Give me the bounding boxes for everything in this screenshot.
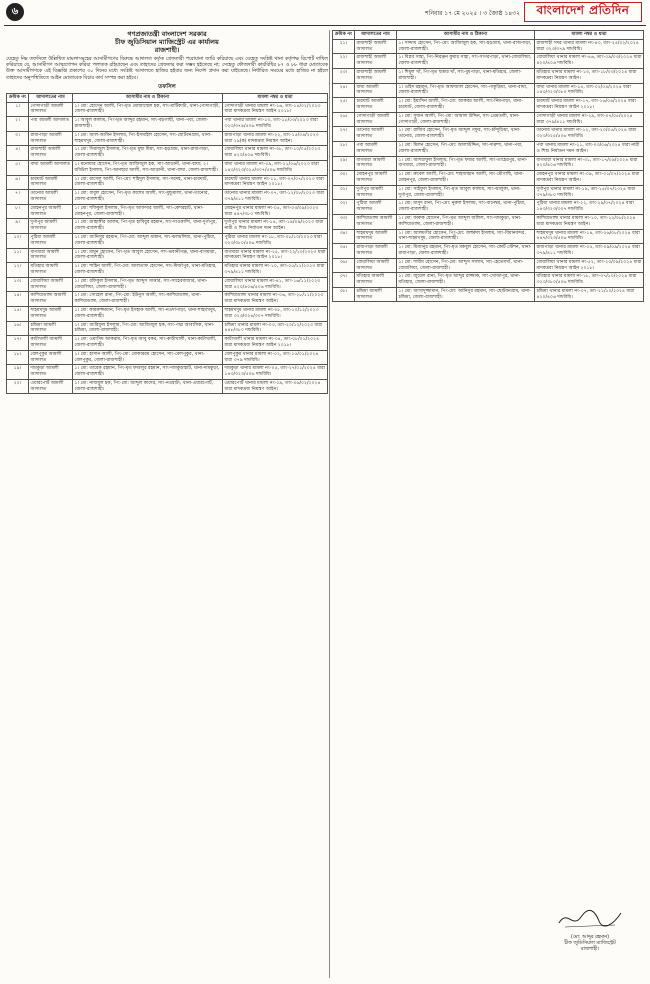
accused-cell: ১। মো: শাহিন আলী, পিং-মো: আলতাফ হোসেন, সাং-মির্জাপুর, থানা-মতিহার, জেলা-রাজশাহী। bbox=[73, 263, 223, 278]
serial-cell: ২৯। bbox=[333, 156, 355, 171]
serial-cell: ৩৩। bbox=[333, 214, 355, 229]
notice-line-3: রাজশাহী। bbox=[154, 46, 180, 54]
table-row bbox=[333, 156, 644, 171]
court-cell: পবা আমলী আদালত bbox=[355, 141, 397, 156]
case-cell: দামকুড়া থানার মামলা নং-০৫, তাং-২৭/০১/২০২৪ ধারা ১৪৩/৩২৩/৫০৬ দন্ডবিধি। bbox=[223, 365, 328, 380]
case-cell: দুর্গাপুর থানার মামলা নং-১৯, তাং-১৫/০৭/২০২৪ ধারা ৩৭৯/৩৮০ দন্ডবিধি। bbox=[535, 185, 644, 200]
accused-cell: ১। মো: রাজিব হোসেন, পিং-মৃত আব্দুল গফুর, সাং-চাঁন্দুড়িয়া, থানা-তানোর, জেলা-রাজশাহী। bbox=[397, 127, 535, 142]
signature-name: (মো: আব্দুর রহমান) bbox=[570, 935, 610, 940]
signature-title: চীফ জুডিসিয়াল ম্যাজিস্ট্রেট bbox=[564, 941, 616, 946]
case-cell: পুঠিয়া থানার মামলা নং-২২, তাং-২৯/০৭/২০২৪ ধারা ১৪৩/৩২৩/৩০৭ দন্ডবিধি। bbox=[535, 200, 644, 215]
table-row bbox=[333, 273, 644, 288]
column-header: আদালতের নাম bbox=[29, 93, 73, 102]
serial-cell: ১৫। bbox=[7, 306, 29, 321]
court-cell: শাহমখদুম আমলী আদালত bbox=[29, 306, 73, 321]
case-cell: কাশিয়াডাঙ্গা থানার মামলা নং-০৬, তাং-২৮/১১/২০২৩ ধারা মাদকদ্রব্য নিয়ন্ত্রণ আইন। bbox=[223, 292, 328, 307]
table-row bbox=[333, 127, 644, 142]
serial-cell: ২১। bbox=[333, 39, 355, 54]
case-cell: কাটাখালী থানার মামলা নং-০৪, তাং-০৮/০১/২০২৪ ধারা মাদকদ্রব্য নিয়ন্ত্রণ আইন ২০১৮। bbox=[223, 336, 328, 351]
court-cell: মতিহার আমলী আদালত bbox=[29, 263, 73, 278]
court-cell: পুঠিয়া আমলী আদালত bbox=[29, 233, 73, 248]
case-cell: চন্দ্রিমা থানার মামলা নং-০৩, তাং-২০/১২/২০২৩ ধারা ৪৪৮/৩৮০ দন্ডবিধি। bbox=[223, 321, 328, 336]
accused-cell: ১। আবুল কালাম, পিং-মৃত আব্দুর রহমান, সাং-বড়গাছী, থানা-পবা, জেলা-রাজশাহী। bbox=[73, 117, 223, 132]
table-row bbox=[7, 219, 328, 234]
serial-cell: ৩৪। bbox=[333, 229, 355, 244]
table-row bbox=[7, 117, 328, 132]
accused-cell: ১। মো: মিজানুর রহমান, পিং-মৃত মকবুল হোসেন, সাং-কোর্ট স্টেশন, থানা-রাজপাড়া, জেলা-রাজশাহী। bbox=[397, 244, 535, 259]
column-header: আদালতের নাম bbox=[355, 31, 397, 40]
accused-cell: ১। মো: শামীম হোসেন, পিং-মো: আব্দুস সালাম, সাং-হেতেমখাঁ, থানা-বোয়ালিয়া, জেলা-রাজশাহী। bbox=[397, 258, 535, 273]
table-row bbox=[7, 160, 328, 175]
case-cell: চারঘাট থানার মামলা নং-১৭, তাং-১৬/০৪/২০২৪ ধারা মাদকদ্রব্য নিয়ন্ত্রণ আইন ২০১৮। bbox=[535, 98, 644, 113]
accused-cell: ১। মো: আরিফুল ইসলাম, পিং-মো: আজিজুল হক, সাং-পদ্মা আবাসিক, থানা-চন্দ্রিমা, জেলা-রাজশাহী। bbox=[73, 321, 223, 336]
serial-cell: ৩০। bbox=[333, 171, 355, 186]
case-cell: শাহমখদুম থানার মামলা নং-০৮, তাং-১০/১২/২০২৩ ধারা ৩২৩/৩২৪/৩০৭ দন্ডবিধি। bbox=[223, 306, 328, 321]
serial-cell: ৩৫। bbox=[333, 244, 355, 259]
table-row bbox=[7, 277, 328, 292]
serial-cell: ৩। bbox=[7, 131, 29, 146]
accused-cell: ১। ওহিদ রহমান, পিং-মৃত আফজাল হোসেন, সাং-পাকুড়িয়া, থানা-বাঘা, জেলা-রাজশাহী। bbox=[397, 83, 535, 98]
notice-line-2: চীফ জুডিসিয়াল ম্যাজিস্ট্রেট এর কার্যালয় bbox=[115, 38, 219, 46]
case-cell: রাজশাহী সদর থানার মামলা নং-৪৩, তাং-২৫/০২/২০২৪ ধারা ৩২৩/৩৭৯ দন্ডবিধি। bbox=[535, 39, 644, 54]
court-cell: বাগমারা আমলী আদালত bbox=[355, 156, 397, 171]
column-divider bbox=[329, 30, 330, 978]
column-header: আসামীর নাম ও ঠিকানা bbox=[73, 93, 223, 102]
case-cell: মতিহার থানার মামলা নং-১০, তাং-০৫/১১/২০২৩ ধারা ৩৭৯/৪১১ দন্ডবিধি। bbox=[223, 263, 328, 278]
court-cell: বোয়ালিয়া আমলী আদালত bbox=[355, 258, 397, 273]
table-row bbox=[7, 336, 328, 351]
case-cell: মতিহার থানার মামলা নং-১৮, তাং-০৭/১০/২০২৪ ধারা ৩২৩/৩৮০/৫০৬ দন্ডবিধি। bbox=[535, 273, 644, 288]
accused-cell: ১। মো: আল-আমিন ইসলাম, পিং-ইসমাইল হোসেন, সাং-ছোটবনগ্রাম, থানা-শাহমখদুম, জেলা-রাজশাহী। bbox=[73, 131, 223, 146]
accused-cell: ১। সাদ্দাম হোসেন, পিং-মো: আজিজুল হক, সাং-হড়গ্রাম, থানা-রাজপাড়া, জেলা-রাজশাহী। bbox=[397, 39, 535, 54]
table-row bbox=[7, 379, 328, 394]
table-row bbox=[7, 175, 328, 190]
court-cell: পবা আমলী আদালত bbox=[29, 117, 73, 132]
table-row bbox=[7, 146, 328, 161]
table-row bbox=[7, 365, 328, 380]
court-cell: মোহনপুর আমলী আদালত bbox=[355, 171, 397, 186]
accused-cell: ১। মো: জাহাঙ্গীর আলম, পিং-মৃত হাবিবুর রহমান, সাং-দাওকান্দি, থানা-দুর্গাপুর, জেলা-রাজশাহী। bbox=[73, 219, 223, 234]
accused-cell: ১। মো: নাজমুল হক, পিং-মো: আব্দুল কাদের, সাং-নওহাটা, থানা-এয়ারপোর্ট, জেলা-রাজশাহী। bbox=[73, 379, 223, 394]
case-cell: বাঘা থানার মামলা নং-০৯, তাং-২১/০৬/২০২৩ ধারা ১৪৩/৩২৩/৩২৫/৩০৭/৫০৬ দন্ডবিধি। bbox=[223, 160, 328, 175]
court-cell: পুঠিয়া আমলী আদালত bbox=[355, 200, 397, 215]
serial-cell: ৮। bbox=[7, 204, 29, 219]
court-cell: এয়ারপোর্ট আমলী আদালত bbox=[29, 379, 73, 394]
case-cell: মতিহার থানার মামলা নং-১৩, তাং-১৮/০৩/২০২৪ ধারা মাদকদ্রব্য নিয়ন্ত্রণ আইন। bbox=[535, 68, 644, 83]
table-row bbox=[333, 244, 644, 259]
serial-cell: ১২। bbox=[7, 263, 29, 278]
column-header: মামলা নম্বর ও ধারা bbox=[535, 31, 644, 40]
court-cell: রাজপাড়া আমলী আদালত bbox=[355, 244, 397, 259]
case-cell: রাজপাড়া থানার মামলা নং-৩৫, তাং-০৯/০৯/২০২৪ ধারা ৩৭৯/৪১১ দন্ডবিধি। bbox=[535, 244, 644, 259]
accused-cell: ১। মো: ইয়াসিন আলী, পিং-মো: আকবর আলী, সাং-নিমপাড়া, থানা-চারঘাট, জেলা-রাজশাহী। bbox=[397, 98, 535, 113]
case-cell: দুর্গাপুর থানার মামলা নং-১৪, তাং-১৯/০৯/২০২৩ ধারা নারী ও শিশু নির্যাতন দমন আইন। bbox=[223, 219, 328, 234]
table-row bbox=[333, 258, 644, 273]
table-row bbox=[7, 190, 328, 205]
case-cell: গোদাগাড়ী থানার মামলা নং-২৯, তাং-০৭/০৫/২০২৪ ধারা ৩৭৯/৪১১ দন্ডবিধি। bbox=[535, 112, 644, 127]
case-cell: এয়ারপোর্ট থানার মামলা নং-০৯, তাং-০৬/০২/২০২৪ ধারা মাদকদ্রব্য নিয়ন্ত্রণ আইন। bbox=[223, 379, 328, 394]
case-cell: মোহনপুর থানার মামলা নং-০৫, তাং-০৩/০৯/২০২৩ ধারা ৪৪৭/৩৮০ দন্ডবিধি। bbox=[223, 204, 328, 219]
accused-cell: ১। মো: সুজন আলী, পিং-মো: জামাল উদ্দিন, সাং-প্রেমতলী, থানা-গোদাগাড়ী, জেলা-রাজশাহী। bbox=[397, 112, 535, 127]
case-cell: রাজপাড়া থানার মামলা নং-২২, তাং-১৫/০৪/২০২৩ ধারা ১৯(ক) মাদকদ্রব্য নিয়ন্ত্রণ আইন। bbox=[223, 131, 328, 146]
accused-cell: ১। মো: ওয়াসিম আকরাম, পিং-মৃত আবু বকর, সাং-কাটাখালী, থানা-কাটাখালী, জেলা-রাজশাহী। bbox=[73, 336, 223, 351]
serial-cell: ১৯। bbox=[7, 365, 29, 380]
serial-cell: ২৪। bbox=[333, 83, 355, 98]
accused-cell: ১। মো: আনিসুর রহমান, পিং-মো: আব্দুল মান্নান, সাং-ঝলমলিয়া, থানা-পুঠিয়া, জেলা-রাজশাহী। bbox=[73, 233, 223, 248]
serial-cell: ১৪। bbox=[7, 292, 29, 307]
left-column bbox=[6, 30, 328, 978]
table-row bbox=[333, 54, 644, 69]
court-cell: দুর্গাপুর আমলী আদালত bbox=[355, 185, 397, 200]
court-cell: শাহমখদুম আমলী আদালত bbox=[355, 229, 397, 244]
case-cell: বোয়ালিয়া থানার মামলা নং-৪৬, তাং-০৯/০৩/২০২৪ ধারা ৪২০/৪০৬ দন্ডবিধি। bbox=[535, 54, 644, 69]
serial-cell: ২৮। bbox=[333, 141, 355, 156]
case-cell: কাশিয়াডাঙ্গা থানার মামলা নং-১০, তাং-১২/০৮/২০২৪ ধারা মাদকদ্রব্য নিয়ন্ত্রণ আইন। bbox=[535, 214, 644, 229]
serial-cell: ৩৭। bbox=[333, 273, 355, 288]
page-header bbox=[0, 0, 650, 26]
serial-cell: ১৮। bbox=[7, 350, 29, 365]
serial-cell: ১১। bbox=[7, 248, 29, 263]
court-cell: রাজশাহী আমলী আদালত bbox=[355, 54, 397, 69]
court-cell: বোয়ালিয়া আমলী আদালত bbox=[29, 277, 73, 292]
serial-cell: ২। bbox=[7, 117, 29, 132]
accused-cell: ১। মো: তারেক রহমান, পিং-মৃত ফজলুর রহমান, সাং-দামকুড়াহাট, থানা-দামকুড়া, জেলা-রাজশাহী। bbox=[73, 365, 223, 380]
case-cell: মোহনপুর থানার মামলা নং-০৯, তাং-০১/০৭/২০২৪ ধারা মাদকদ্রব্য নিয়ন্ত্রণ আইন। bbox=[535, 171, 644, 186]
newspaper-masthead: বাংলাদেশ প্রতিদিন bbox=[524, 2, 642, 22]
notice-heading bbox=[6, 30, 328, 54]
court-cell: চারঘাট আমলী আদালত bbox=[29, 175, 73, 190]
case-cell: পুঠিয়া থানার মামলা নং-১৮, তাং-০৮/১০/২০২৩ ধারা ৩২৩/৩৮০/৫০৬ দন্ডবিধি। bbox=[223, 233, 328, 248]
court-cell: বাগমারা আমলী আদালত bbox=[29, 248, 73, 263]
accused-cell: ১। মো: আলমগীর হোসেন, পিং-মো: জহুরুল ইসলাম, সাং-বিমানবন্দর, থানা-শাহমখদুম, জেলা-রাজশাহী। bbox=[397, 229, 535, 244]
table-row bbox=[7, 204, 328, 219]
serial-cell: ১। bbox=[7, 102, 29, 117]
table-row bbox=[7, 321, 328, 336]
serial-cell: ৭। bbox=[7, 190, 29, 205]
court-cell: বেলপুকুর আমলী আদালত bbox=[29, 350, 73, 365]
court-cell: কাটাখালী আমলী আদালত bbox=[29, 336, 73, 351]
table-row bbox=[333, 68, 644, 83]
accused-cell: ১। মো: মিলন হোসেন, পিং-মো: আলাউদ্দিন, সাং-দারুশা, থানা-পবা, জেলা-রাজশাহী। bbox=[397, 141, 535, 156]
accused-cell: ১। মো: কামরুজ্জামান, পিং-মৃত ইসহাক আলী, সাং-নওদাপাড়া, থানা-শাহমখদুম, জেলা-রাজশাহী। bbox=[73, 306, 223, 321]
signature-block bbox=[540, 905, 640, 977]
case-cell: বাগমারা থানার মামলা নং-৩১, তাং-১৭/০৬/২০২৪ ধারা ৪২০/৪০৬ দন্ডবিধি। bbox=[535, 156, 644, 171]
court-cell: চন্দ্রিমা আমলী আদালত bbox=[355, 287, 397, 302]
accused-cell: ১। বিপ্লব সাহা, পিং-নিরঞ্জন কুমার সাহা, সাং-সাগরপাড়া, থানা-বোয়ালিয়া, জেলা-রাজশাহী। bbox=[397, 54, 535, 69]
court-cell: রাজপাড়া আমলী আদালত bbox=[29, 131, 73, 146]
serial-cell: ৬। bbox=[7, 175, 29, 190]
serial-cell: ৩২। bbox=[333, 200, 355, 215]
serial-cell: ১৩। bbox=[7, 277, 29, 292]
right-column bbox=[332, 30, 644, 910]
accused-cell: ১। মো: ফারুক হোসেন, পিং-মৃত আব্দুল জলিল, সাং-দামকুড়া, থানা-কাশিয়াডাঙ্গা, জেলা-রাজশাহী। bbox=[397, 214, 535, 229]
case-cell: বোয়ালিয়া থানার মামলা নং-৫২, তাং-২৩/০৯/২০২৪ ধারা মাদকদ্রব্য নিয়ন্ত্রণ আইন ২০১৮। bbox=[535, 258, 644, 273]
court-cell: গোদাগাড়ী আমলী আদালত bbox=[355, 112, 397, 127]
case-cell: পবা থানার মামলা নং-২১, তাং-০৩/০৬/২০২৪ ধারা নারী ও শিশু নির্যাতন দমন আইন। bbox=[535, 141, 644, 156]
accused-cell: ১। মো: মামুন হোসেন, পিং-মৃত আবুল হোসেন, সাং-ভবানীগঞ্জ, থানা-বাগমারা, জেলা-রাজশাহী। bbox=[73, 248, 223, 263]
table-row bbox=[7, 233, 328, 248]
court-cell: রাজশাহী আমলী আদালত bbox=[355, 39, 397, 54]
serial-cell: ২৬। bbox=[333, 112, 355, 127]
notice-line-1: গণপ্রজাতন্ত্রী বাংলাদেশ সরকার bbox=[127, 30, 207, 38]
case-cell: শাহমখদুম থানার মামলা নং-১৪, তাং-২৬/০৮/২০২৪ ধারা ৪৪৭/৩২৩/৫০৬ দন্ডবিধি। bbox=[535, 229, 644, 244]
accused-cell: ১। শিমুল খাঁ, পিং-মৃত ছত্তার খাঁ, সাং-বুধপাড়া, থানা-মতিহার, জেলা-রাজশাহী। bbox=[397, 68, 535, 83]
serial-cell: ১০। bbox=[7, 233, 29, 248]
column-header: মামলা নম্বর ও ধারা bbox=[223, 93, 328, 102]
table-row bbox=[333, 214, 644, 229]
table-row bbox=[7, 102, 328, 117]
case-cell: পবা থানার মামলা নং-১৩, তাং-১৮/০৩/২০২৩ ধারা ৩২৩/৩৭৯/৫০৬ দন্ডবিধি। bbox=[223, 117, 328, 132]
table-row bbox=[7, 131, 328, 146]
court-cell: রাজশাহী আমলী আদালত bbox=[355, 68, 397, 83]
accused-cell: ১। মো: রাসেল আলী, পিং-মো: শহিদুল ইসলাম, সাং-সরদহ, থানা-চারঘাট, জেলা-রাজশাহী। bbox=[73, 175, 223, 190]
accused-cell: ১। মো: সাইফুল ইসলাম, পিং-মৃত আবুল কালাম, সাং-ঝালুকা, থানা-দুর্গাপুর, জেলা-রাজশাহী। bbox=[397, 185, 535, 200]
serial-cell: ৯। bbox=[7, 219, 29, 234]
serial-cell: ৪। bbox=[7, 146, 29, 161]
court-cell: দামকুড়া আমলী আদালত bbox=[29, 365, 73, 380]
accused-cell: ১। মো: আশরাফুল ইসলাম, পিং-মৃত ফজর আলী, সাং-তাহেরপুর, থানা-বাগমারা, জেলা-রাজশাহী। bbox=[397, 156, 535, 171]
accused-cell: ১। মো: মাসুদ রানা, পিং-মো: নুরুল ইসলাম, সাং-বানেশ্বর, থানা-পুঠিয়া, জেলা-রাজশাহী। bbox=[397, 200, 535, 215]
accused-cell: ১। মো: জুয়েল রানা, পিং-মৃত আব্দুর রাজ্জাক, সাং-খোজাপুর, থানা-মতিহার, জেলা-রাজশাহী। bbox=[397, 273, 535, 288]
table-row bbox=[7, 263, 328, 278]
date-line: শনিবার ১৭ মে ২০২৫ । ৩ জ্যৈষ্ঠ ১৪৩২ bbox=[425, 10, 520, 17]
column-header: ক্রমিক নং bbox=[7, 93, 29, 102]
table-row bbox=[333, 185, 644, 200]
case-cell: চারঘাট থানার মামলা নং-১১, তাং-০৭/০৭/২০২৩ ধারা মাদকদ্রব্য নিয়ন্ত্রণ আইন ২০১৮। bbox=[223, 175, 328, 190]
court-cell: বাঘা আমলী আদালত bbox=[29, 160, 73, 175]
court-cell: রাজশাহী আমলী আদালত bbox=[29, 146, 73, 161]
serial-cell: ৫। bbox=[7, 160, 29, 175]
court-cell: মোহনপুর আমলী আদালত bbox=[29, 204, 73, 219]
table-row bbox=[333, 141, 644, 156]
accused-cell: ১। মো: রফিকুল ইসলাম, পিং-মৃত আব্দুস সাত্তার, সাং-সাহেববাজার, থানা-বোয়ালিয়া, জেলা-রাজশাহী। bbox=[73, 277, 223, 292]
schedule-table-right bbox=[332, 30, 644, 302]
accused-cell: ১। মো: রুবেল আলী, পিং-মো: শাহজাহান আলী, সাং-মৌগাছি, থানা-মোহনপুর, জেলা-রাজশাহী। bbox=[397, 171, 535, 186]
case-cell: বোয়ালিয়া থানার মামলা নং-৩৮, তাং-১০/০৫/২০২৩ ধারা ৪২০/৪০৬ দন্ডবিধি। bbox=[223, 146, 328, 161]
notice-body: যেহেতু নিম্ন তফসিলে উল্লিখিত মামলাসমূহের আসামীগণের বিরুদ্ধে আদালত কর্তৃক গ্রেফতারী পরোয়ানা জারি করিয়াছে এবং যেহেতু সংশ্লিষ্ট থানা কর্তৃপক্ষ রিপোর্ট দাখিল করিয়াছে যে, আসামীগণ আত্মগোপন করিয়া পলাতক রহিয়াছেন এবং তাহাদের গ্রেফতার করা সম্ভব হইতেছে না; সেহেতু ফৌজদারী কার্যবিধির ৮৭ ও ৮৮ ধারা মোতাবেক উক্ত আসামীগণকে এই বিজ্ঞপ্তি প্রকাশের ৩০ দিনের মধ্যে সংশ্লিষ্ট আদালতে হাজির হইবার জন্য নির্দেশ প্রদান করা যাইতেছে। নির্ধারিত সময়ের মধ্যে হাজির না হইলে তাহাদের অনুপস্থিতিতে আইন মোতাবেক বিচার কার্য সম্পন্ন করা হইবে। bbox=[6, 57, 328, 81]
accused-cell: ১। মো: আসাদুজ্জামান, পিং-মো: আনিসুর রহমান, সাং-ছোটবনগ্রাম, থানা-চন্দ্রিমা, জেলা-রাজশাহী। bbox=[397, 287, 535, 302]
court-cell: চন্দ্রিমা আমলী আদালত bbox=[29, 321, 73, 336]
serial-cell: ৩১। bbox=[333, 185, 355, 200]
case-cell: বাগমারা থানার মামলা নং-২৫, তাং-২২/১০/২০২৩ ধারা মাদকদ্রব্য নিয়ন্ত্রণ আইন ২০১৮। bbox=[223, 248, 328, 263]
serial-cell: ২২। bbox=[333, 54, 355, 69]
accused-cell: ১। মো: সিরাজুল ইসলাম, পিং-মৃত মুছা মিয়া, সাং-হড়গ্রাম, থানা-রাজপাড়া, জেলা-রাজশাহী। bbox=[73, 146, 223, 161]
serial-cell: ৩৮। bbox=[333, 287, 355, 302]
header-rule bbox=[4, 25, 646, 26]
serial-cell: ২০। bbox=[7, 379, 29, 394]
serial-cell: ২৫। bbox=[333, 98, 355, 113]
schedule-title: তফসিল bbox=[158, 83, 176, 90]
table-row bbox=[7, 292, 328, 307]
table-row bbox=[333, 83, 644, 98]
accused-cell: ১। মো: হাসান আলী, পিং-মো: মোকাররম হোসেন, সাং-বেলপুকুর, থানা-বেলপুকুর, জেলা-রাজশাহী। bbox=[73, 350, 223, 365]
table-row bbox=[333, 39, 644, 54]
table-row bbox=[333, 287, 644, 302]
court-cell: মতিহার আমলী আদালত bbox=[355, 273, 397, 288]
table-row bbox=[7, 248, 328, 263]
serial-cell: ৩৬। bbox=[333, 258, 355, 273]
table-row bbox=[333, 112, 644, 127]
table-row bbox=[7, 306, 328, 321]
column-header: আসামীর নাম ও ঠিকানা bbox=[397, 31, 535, 40]
case-cell: তানোর থানার মামলা নং-০৭, তাং-১২/০৮/২০২৩ ধারা ৩৭৯/৪১১ দন্ডবিধি। bbox=[223, 190, 328, 205]
case-cell: বেলপুকুর থানার মামলা নং-০২, তাং-১৫/০১/২০২৪ ধারা ৩৭৯ দন্ডবিধি। bbox=[223, 350, 328, 365]
case-cell: বাঘা থানার মামলা নং-১৫, তাং-০২/০৪/২০২৪ ধারা ১৪৩/৩২৩/৩৮০ দন্ডবিধি। bbox=[535, 83, 644, 98]
court-cell: তানোর আমলী আদালত bbox=[29, 190, 73, 205]
accused-cell: ১। মো: সোহেল রানা, পিং-মো: ইউনুস আলী, সাং-কাশিয়াডাঙ্গা, থানা-কাশিয়াডাঙ্গা, জেলা-রাজশাহী। bbox=[73, 292, 223, 307]
court-cell: চারঘাট আমলী আদালত bbox=[355, 98, 397, 113]
accused-cell: ১। মো: হোসেন আলী, পিং-মৃত মোজাম্মেল হক, সাং-মাটিকাটা, থানা-গোদাগাড়ী, জেলা-রাজশাহী। bbox=[73, 102, 223, 117]
accused-cell: ১। মো: বাবুল হোসেন, পিং-মৃত কাশেম আলী, সাং-মুন্ডুমালা, থানা-তানোর, জেলা-রাজশাহী। bbox=[73, 190, 223, 205]
court-cell: তানোর আমলী আদালত bbox=[355, 127, 397, 142]
table-row bbox=[333, 171, 644, 186]
court-cell: কাশিয়াডাঙ্গা আমলী আদালত bbox=[29, 292, 73, 307]
court-cell: দুর্গাপুর আমলী আদালত bbox=[29, 219, 73, 234]
court-cell: গোদাগাড়ী আমলী আদালত bbox=[29, 102, 73, 117]
serial-cell: ১৭। bbox=[7, 336, 29, 351]
schedule-table-left bbox=[6, 93, 328, 395]
column-header: ক্রমিক নং bbox=[333, 31, 355, 40]
signature-place: রাজশাহী। bbox=[580, 947, 600, 952]
serial-cell: ১৬। bbox=[7, 321, 29, 336]
accused-cell: ১। মো: শফিকুল ইসলাম, পিং-মৃত আফসার আলী, সাং-কেশরহাট, থানা-মোহনপুর, জেলা-রাজশাহী। bbox=[73, 204, 223, 219]
page-number: ৬ bbox=[6, 3, 24, 21]
table-row bbox=[333, 98, 644, 113]
table-row bbox=[7, 350, 328, 365]
case-cell: চন্দ্রিমা থানার মামলা নং-০৭, তাং-২১/১০/২০২৪ ধারা ৪২০/৪০৬ দন্ডবিধি। bbox=[535, 287, 644, 302]
case-cell: তানোর থানার মামলা নং-১২, তাং-২০/০৫/২০২৪ ধারা ৩২৩/৩২৫/৫০৬ দন্ডবিধি। bbox=[535, 127, 644, 142]
serial-cell: ২৩। bbox=[333, 68, 355, 83]
accused-cell: ১। মনোয়ার হোসেন, পিং-মৃত আজিজুল হক, সাং-আড়ানী, থানা-বাঘা; ২। রবিউল ইসলাম, পিং-আনছার আলী, সাং-আড়ানী, থানা-বাঘা, জেলা-রাজশাহী। bbox=[73, 160, 223, 175]
serial-cell: ২৭। bbox=[333, 127, 355, 142]
signature-scribble bbox=[555, 905, 625, 931]
table-row bbox=[333, 200, 644, 215]
court-cell: কাশিয়াডাঙ্গা আমলী আদালত bbox=[355, 214, 397, 229]
case-cell: গোদাগাড়ী থানার মামলা নং-১৬, তাং-১৪/০২/২০২৩ ধারা মাদকদ্রব্য নিয়ন্ত্রণ আইন ২০১৮। bbox=[223, 102, 328, 117]
court-cell: বাঘা আমলী আদালত bbox=[355, 83, 397, 98]
case-cell: বোয়ালিয়া থানার মামলা নং-৪১, তাং-১৬/১১/২০২৩ ধারা ৪২০/৪০৬/৫০৬ দন্ডবিধি। bbox=[223, 277, 328, 292]
table-row bbox=[333, 229, 644, 244]
